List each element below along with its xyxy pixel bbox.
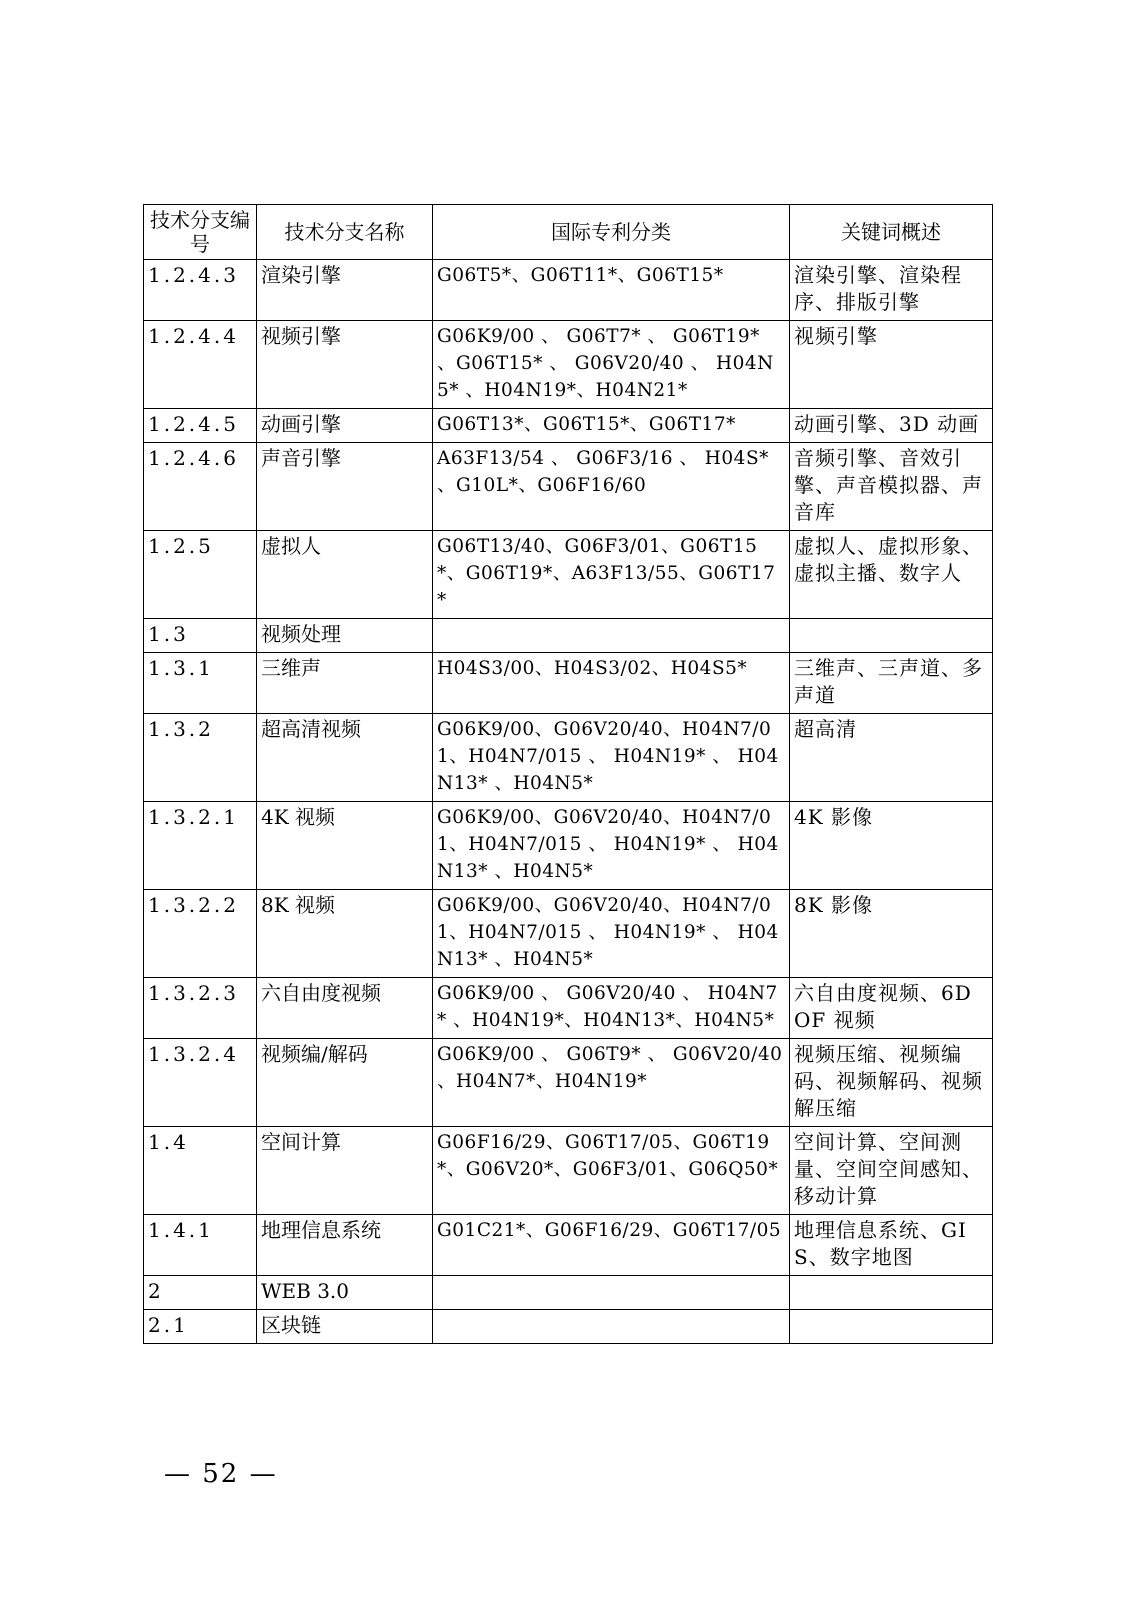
ipc-cell: G06K9/00、G06V20/40、H04N7/01、H04N7/015 、 H04N19* 、 H04N13* 、H04N5*: [433, 802, 790, 890]
branch-name-cell: 4K 视频: [257, 802, 433, 890]
table-row: [144, 1276, 993, 1310]
header-ipc: 国际专利分类: [433, 205, 790, 260]
ipc-cell: [433, 1310, 790, 1344]
keywords-cell: 空间计算、空间测量、空间空间感知、移动计算: [790, 1127, 993, 1215]
table-row: [144, 260, 993, 321]
keywords-cell: 动画引擎、3D 动画: [790, 409, 993, 443]
branch-name-cell: 视频处理: [257, 619, 433, 653]
table-header-row: [144, 205, 993, 260]
header-branch-code: 技术分支编号: [144, 205, 257, 260]
table-row: [144, 619, 993, 653]
ipc-cell: G06K9/00 、 G06V20/40 、 H04N7* 、H04N19*、H04N13*、H04N5*: [433, 978, 790, 1039]
branch-code-cell: 1.2.5: [144, 531, 257, 619]
ipc-cell: [433, 1276, 790, 1310]
header-keywords: 关键词概述: [790, 205, 993, 260]
branch-name-cell: 空间计算: [257, 1127, 433, 1215]
table-body: [144, 260, 993, 1344]
ipc-cell: G06K9/00、G06V20/40、H04N7/01、H04N7/015 、 H04N19* 、 H04N13* 、H04N5*: [433, 714, 790, 802]
patent-classification-table: [143, 204, 993, 1344]
ipc-cell: G01C21*、G06F16/29、G06T17/05: [433, 1215, 790, 1276]
keywords-cell: 渲染引擎、渲染程序、排版引擎: [790, 260, 993, 321]
table-row: [144, 1039, 993, 1127]
branch-code-cell: 1.3: [144, 619, 257, 653]
page-number: — 52 —: [164, 1459, 278, 1489]
ipc-cell: [433, 619, 790, 653]
branch-code-cell: 1.2.4.6: [144, 443, 257, 531]
keywords-cell: 地理信息系统、GIS、数字地图: [790, 1215, 993, 1276]
ipc-cell: G06K9/00 、 G06T7* 、 G06T19* 、G06T15* 、 G06V20/40 、 H04N5* 、H04N19*、H04N21*: [433, 321, 790, 409]
branch-code-cell: 1.3.2.2: [144, 890, 257, 978]
branch-code-cell: 2: [144, 1276, 257, 1310]
keywords-cell: [790, 1276, 993, 1310]
keywords-cell: 虚拟人、虚拟形象、虚拟主播、数字人: [790, 531, 993, 619]
table-row: [144, 409, 993, 443]
branch-code-cell: 1.3.1: [144, 653, 257, 714]
branch-code-cell: 1.3.2: [144, 714, 257, 802]
branch-name-cell: 视频编/解码: [257, 1039, 433, 1127]
branch-code-cell: 2.1: [144, 1310, 257, 1344]
branch-name-cell: WEB 3.0: [257, 1276, 433, 1310]
keywords-cell: 音频引擎、音效引擎、声音模拟器、声音库: [790, 443, 993, 531]
branch-code-cell: 1.4.1: [144, 1215, 257, 1276]
keywords-cell: 视频引擎: [790, 321, 993, 409]
table-row: [144, 890, 993, 978]
branch-name-cell: 虚拟人: [257, 531, 433, 619]
branch-code-cell: 1.4: [144, 1127, 257, 1215]
keywords-cell: 4K 影像: [790, 802, 993, 890]
table-row: [144, 531, 993, 619]
table-row: [144, 978, 993, 1039]
table-row: [144, 714, 993, 802]
keywords-cell: [790, 619, 993, 653]
keywords-cell: 超高清: [790, 714, 993, 802]
branch-name-cell: 地理信息系统: [257, 1215, 433, 1276]
header-branch-name: 技术分支名称: [257, 205, 433, 260]
branch-code-cell: 1.3.2.4: [144, 1039, 257, 1127]
branch-code-cell: 1.2.4.3: [144, 260, 257, 321]
keywords-cell: 六自由度视频、6DOF 视频: [790, 978, 993, 1039]
branch-name-cell: 三维声: [257, 653, 433, 714]
branch-code-cell: 1.3.2.3: [144, 978, 257, 1039]
ipc-cell: G06K9/00、G06V20/40、H04N7/01、H04N7/015 、 H04N19* 、 H04N13* 、H04N5*: [433, 890, 790, 978]
keywords-cell: [790, 1310, 993, 1344]
branch-name-cell: 区块链: [257, 1310, 433, 1344]
keywords-cell: 三维声、三声道、多声道: [790, 653, 993, 714]
branch-name-cell: 视频引擎: [257, 321, 433, 409]
table-row: [144, 802, 993, 890]
table-row: [144, 1310, 993, 1344]
table-row: [144, 443, 993, 531]
ipc-cell: G06T13/40、G06F3/01、G06T15*、G06T19*、A63F13/55、G06T17*: [433, 531, 790, 619]
table-row: [144, 321, 993, 409]
ipc-cell: H04S3/00、H04S3/02、H04S5*: [433, 653, 790, 714]
table-row: [144, 653, 993, 714]
ipc-cell: A63F13/54 、 G06F3/16 、 H04S* 、G10L*、G06F16/60: [433, 443, 790, 531]
keywords-cell: 视频压缩、视频编码、视频解码、视频解压缩: [790, 1039, 993, 1127]
keywords-cell: 8K 影像: [790, 890, 993, 978]
ipc-cell: G06K9/00 、 G06T9* 、 G06V20/40 、H04N7*、H04N19*: [433, 1039, 790, 1127]
branch-name-cell: 8K 视频: [257, 890, 433, 978]
branch-code-cell: 1.2.4.4: [144, 321, 257, 409]
branch-code-cell: 1.3.2.1: [144, 802, 257, 890]
ipc-cell: G06T5*、G06T11*、G06T15*: [433, 260, 790, 321]
branch-name-cell: 渲染引擎: [257, 260, 433, 321]
branch-name-cell: 声音引擎: [257, 443, 433, 531]
branch-code-cell: 1.2.4.5: [144, 409, 257, 443]
branch-name-cell: 动画引擎: [257, 409, 433, 443]
table-row: [144, 1127, 993, 1215]
ipc-cell: G06T13*、G06T15*、G06T17*: [433, 409, 790, 443]
branch-name-cell: 六自由度视频: [257, 978, 433, 1039]
table-row: [144, 1215, 993, 1276]
ipc-cell: G06F16/29、G06T17/05、G06T19*、G06V20*、G06F3/01、G06Q50*: [433, 1127, 790, 1215]
branch-name-cell: 超高清视频: [257, 714, 433, 802]
